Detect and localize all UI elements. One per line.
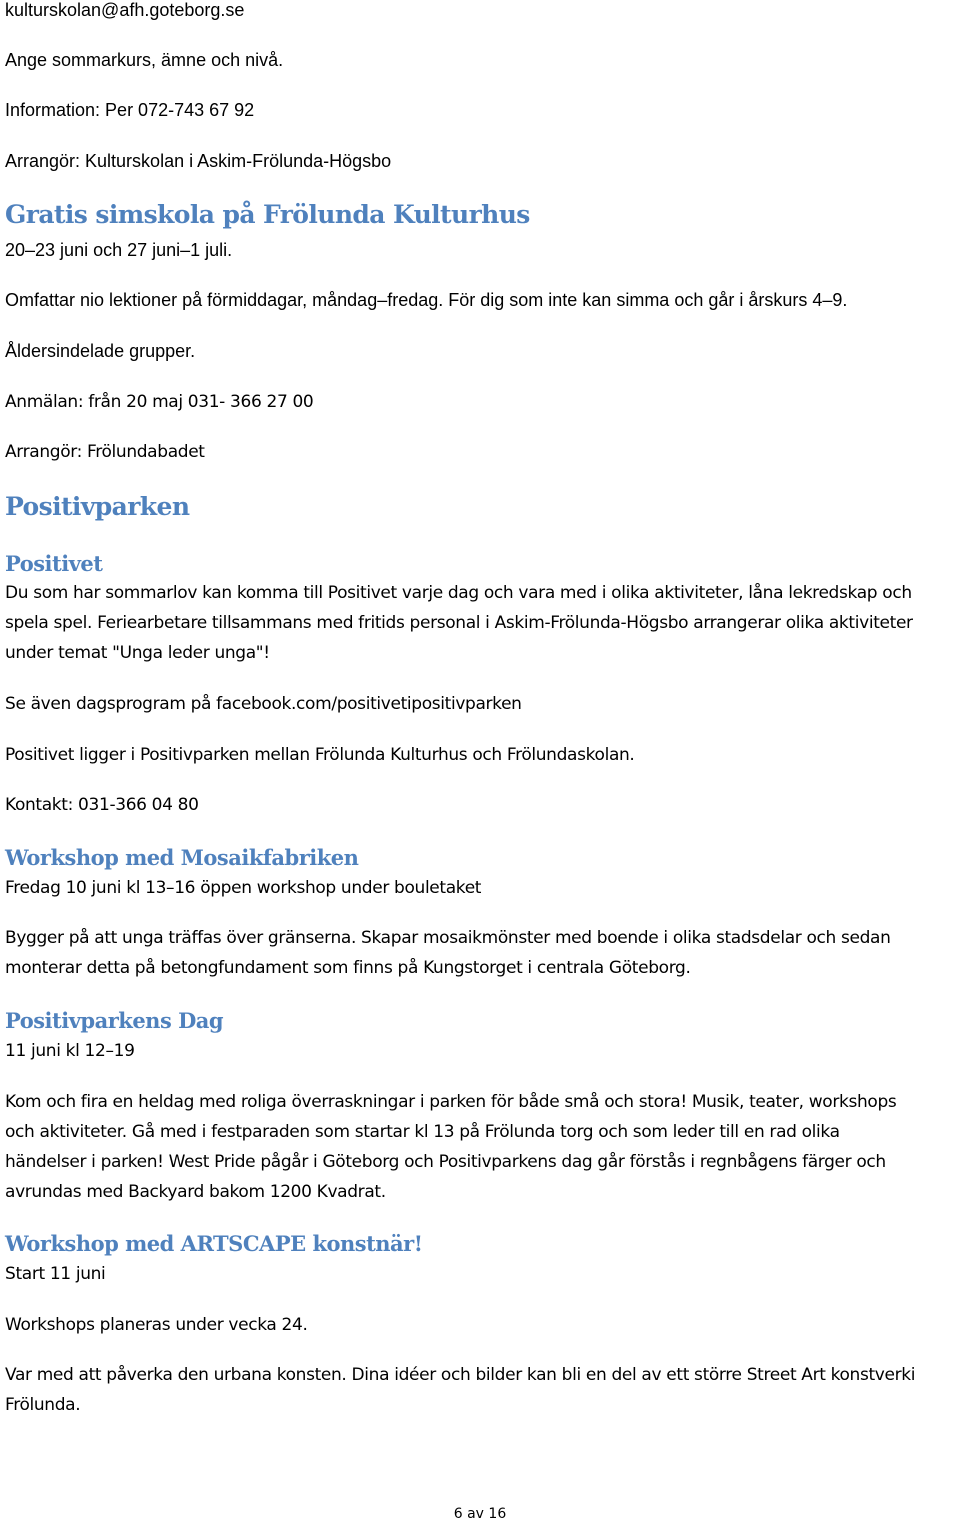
positivparkens-dag-paragraph-line: och aktiviteter. Gå med i festparaden som startar kl 13 på Frölunda torg och som leder till en rad olika: [5, 1122, 840, 1142]
simskola-arrangor: Arrangör: Frölundabadet: [5, 442, 205, 462]
arrangor-kulturskolan-line: Arrangör: Kulturskolan i Askim-Frölunda-Högsbo: [5, 151, 392, 171]
ange-line: Ange sommarkurs, ämne och nivå.: [5, 50, 284, 70]
artscape-paragraph-line: Frölunda.: [5, 1395, 81, 1415]
kontakt-line: Kontakt: 031-366 04 80: [5, 795, 199, 815]
positivet-paragraph-line: Du som har sommarlov kan komma till Positivet varje dag och vara med i olika aktiviteter, låna lekredskap och: [5, 583, 912, 603]
positivparkens-dag-paragraph-line: händelser i parken! West Pride pågår i Göteborg och Positivparkens dag går förstås i regnbågens färger och: [5, 1152, 886, 1172]
email-line: kulturskolan@afh.goteborg.se: [5, 0, 245, 20]
positivet-subheading: Positivet: [5, 551, 103, 576]
artscape-planeras: Workshops planeras under vecka 24.: [5, 1315, 308, 1335]
positivet-paragraph-line: spela spel. Feriearbetare tillsammans med fritids personal i Askim-Frölunda-Högsbo arrangerar olika aktiviteter: [5, 613, 913, 633]
positivparken-heading: Positivparken: [5, 492, 190, 521]
positivparkens-dag-heading: Positivparkens Dag: [5, 1008, 224, 1033]
artscape-start: Start 11 juni: [5, 1264, 106, 1284]
mosaik-heading: Workshop med Mosaikfabriken: [5, 845, 359, 870]
simskola-alder: Åldersindelade grupper.: [5, 341, 196, 361]
positivparkens-dag-paragraph-line: avrundas med Backyard bakom 1200 Kvadrat.: [5, 1182, 386, 1202]
positivparkens-dag-paragraph-line: Kom och fira en heldag med roliga överraskningar i parken för både små och stora! Musik, teater, workshops: [5, 1092, 897, 1112]
artscape-heading: Workshop med ARTSCAPE konstnär!: [5, 1231, 423, 1256]
positivet-location-line: Positivet ligger i Positivparken mellan Frölunda Kulturhus och Frölundaskolan.: [5, 745, 635, 765]
information-line: Information: Per 072-743 67 92: [5, 100, 255, 120]
mosaik-paragraph-line: Bygger på att unga träffas över gränserna. Skapar mosaikmönster med boende i olika stadsdelar och sedan: [5, 928, 891, 948]
facebook-line: Se även dagsprogram på facebook.com/positivetipositivparken: [5, 694, 522, 714]
positivparkens-dag-date: 11 juni kl 12–19: [5, 1041, 135, 1061]
artscape-paragraph-line: Var med att påverka den urbana konsten. Dina idéer och bilder kan bli en del av ett större Street Art konstverki: [5, 1365, 916, 1385]
positivet-paragraph-line: under temat "Unga leder unga"!: [5, 643, 270, 663]
simskola-heading: Gratis simskola på Frölunda Kulturhus: [5, 200, 530, 229]
mosaik-paragraph-line: monterar detta på betongfundament som finns på Kungstorget i centrala Göteborg.: [5, 958, 691, 978]
simskola-omfattar: Omfattar nio lektioner på förmiddagar, måndag–fredag. För dig som inte kan simma och går i årskurs 4–9.: [5, 290, 848, 310]
simskola-anmalan: Anmälan: från 20 maj 031- 366 27 00: [5, 392, 314, 412]
simskola-dates: 20–23 juni och 27 juni–1 juli.: [5, 240, 233, 260]
mosaik-date: Fredag 10 juni kl 13–16 öppen workshop under bouletaket: [5, 878, 482, 898]
page-number: 6 av 16: [453, 1506, 507, 1522]
